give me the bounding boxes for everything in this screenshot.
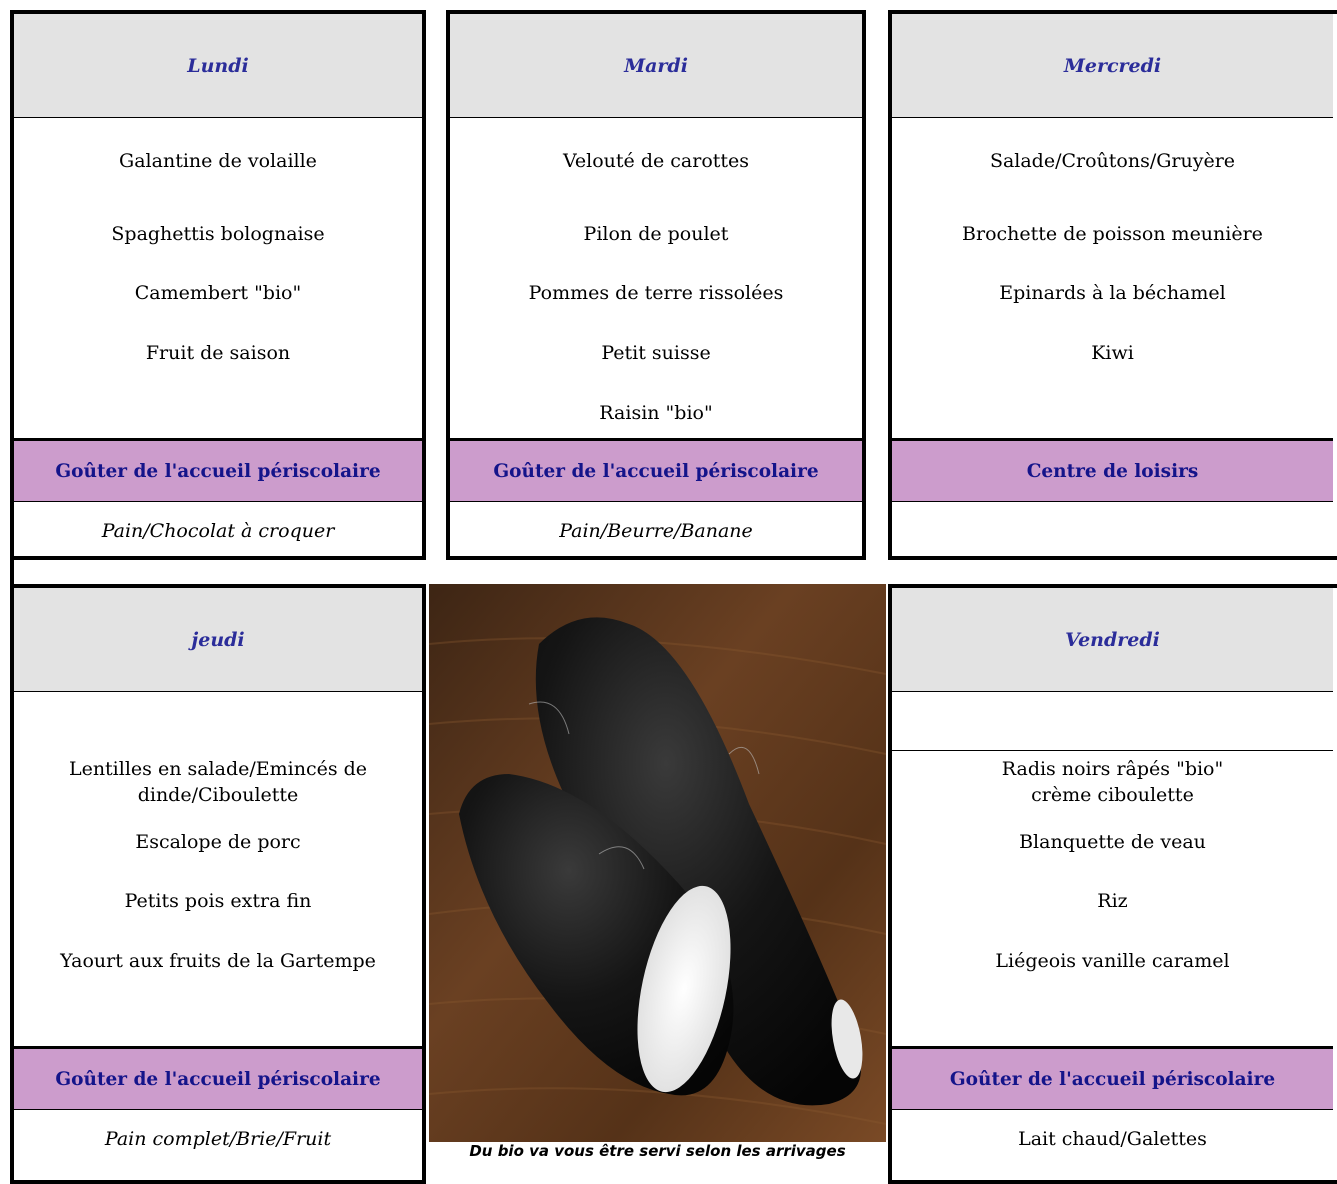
day-header: [450, 14, 862, 118]
gouter-title: Goûter de l'accueil périscolaire: [55, 1068, 381, 1090]
black-radish-photo: [429, 584, 886, 1142]
menu-item: Pommes de terre rissolées: [528, 282, 784, 304]
menu-item: Pilon de poulet: [583, 223, 729, 245]
left-border-line: [10, 556, 14, 586]
gouter-text: Pain complet/Brie/Fruit: [104, 1128, 332, 1150]
menu-item: Petit suisse: [601, 342, 711, 364]
gouter-title: Goûter de l'accueil périscolaire: [55, 460, 381, 482]
day-header: [892, 588, 1333, 692]
menu-item: Salade/Croûtons/Gruyère: [989, 150, 1236, 172]
gouter-header: [450, 438, 862, 502]
day-card-vendredi: [888, 584, 1337, 1184]
photo-block: [429, 584, 886, 1162]
menu-item: Brochette de poisson meunière: [962, 223, 1263, 245]
day-card-mercredi: [888, 10, 1337, 560]
gouter-header: [892, 1046, 1333, 1110]
menu-item: Blanquette de veau: [1019, 831, 1206, 853]
day-title: Mardi: [624, 54, 688, 77]
row-divider: [892, 750, 1333, 751]
gouter-title: Goûter de l'accueil périscolaire: [493, 460, 819, 482]
day-title: Vendredi: [1065, 628, 1160, 651]
day-title: Mercredi: [1063, 54, 1162, 77]
gouter-text: Lait chaud/Galettes: [1018, 1128, 1207, 1150]
menu-item: dinde/Ciboulette: [137, 784, 299, 806]
menu-item: Velouté de carottes: [562, 150, 750, 172]
day-card-lundi: [10, 10, 426, 560]
gouter-text: [892, 502, 1333, 560]
gouter-header: [14, 438, 422, 502]
menu-item: Liégeois vanille caramel: [995, 950, 1230, 972]
menu-item: Escalope de porc: [135, 831, 301, 853]
menu-item: Raisin "bio": [599, 402, 713, 424]
photo-caption: Du bio va vous être servi selon les arrivages: [469, 1142, 846, 1160]
gouter-title: Centre de loisirs: [1026, 460, 1199, 482]
gouter-text: Pain/Chocolat à croquer: [101, 520, 335, 542]
gouter-title: Goûter de l'accueil périscolaire: [949, 1068, 1276, 1090]
menu-item: crème ciboulette: [1031, 784, 1194, 806]
day-card-jeudi: [10, 584, 426, 1184]
menu-item: Galantine de volaille: [119, 150, 317, 172]
menu-item: Spaghettis bolognaise: [111, 223, 325, 245]
menu-item: Radis noirs râpés "bio": [1001, 758, 1224, 780]
menu-item: Fruit de saison: [145, 342, 291, 364]
menu-item: Riz: [1097, 890, 1128, 912]
menu-item: Yaourt aux fruits de la Gartempe: [60, 950, 376, 972]
menu-item: Petits pois extra fin: [124, 890, 312, 912]
day-title: jeudi: [191, 628, 245, 651]
menu-item: Epinards à la béchamel: [999, 282, 1226, 304]
day-title: Lundi: [187, 54, 249, 77]
gouter-text: Pain/Beurre/Banane: [559, 520, 753, 542]
menu-item: Kiwi: [1091, 342, 1134, 364]
day-header: [14, 588, 422, 692]
day-header: [14, 14, 422, 118]
day-card-mardi: [446, 10, 866, 560]
menu-item: Camembert "bio": [134, 282, 302, 304]
gouter-header: [892, 438, 1333, 502]
day-header: [892, 14, 1333, 118]
menu-item: Lentilles en salade/Emincés de: [68, 758, 368, 780]
gouter-header: [14, 1046, 422, 1110]
